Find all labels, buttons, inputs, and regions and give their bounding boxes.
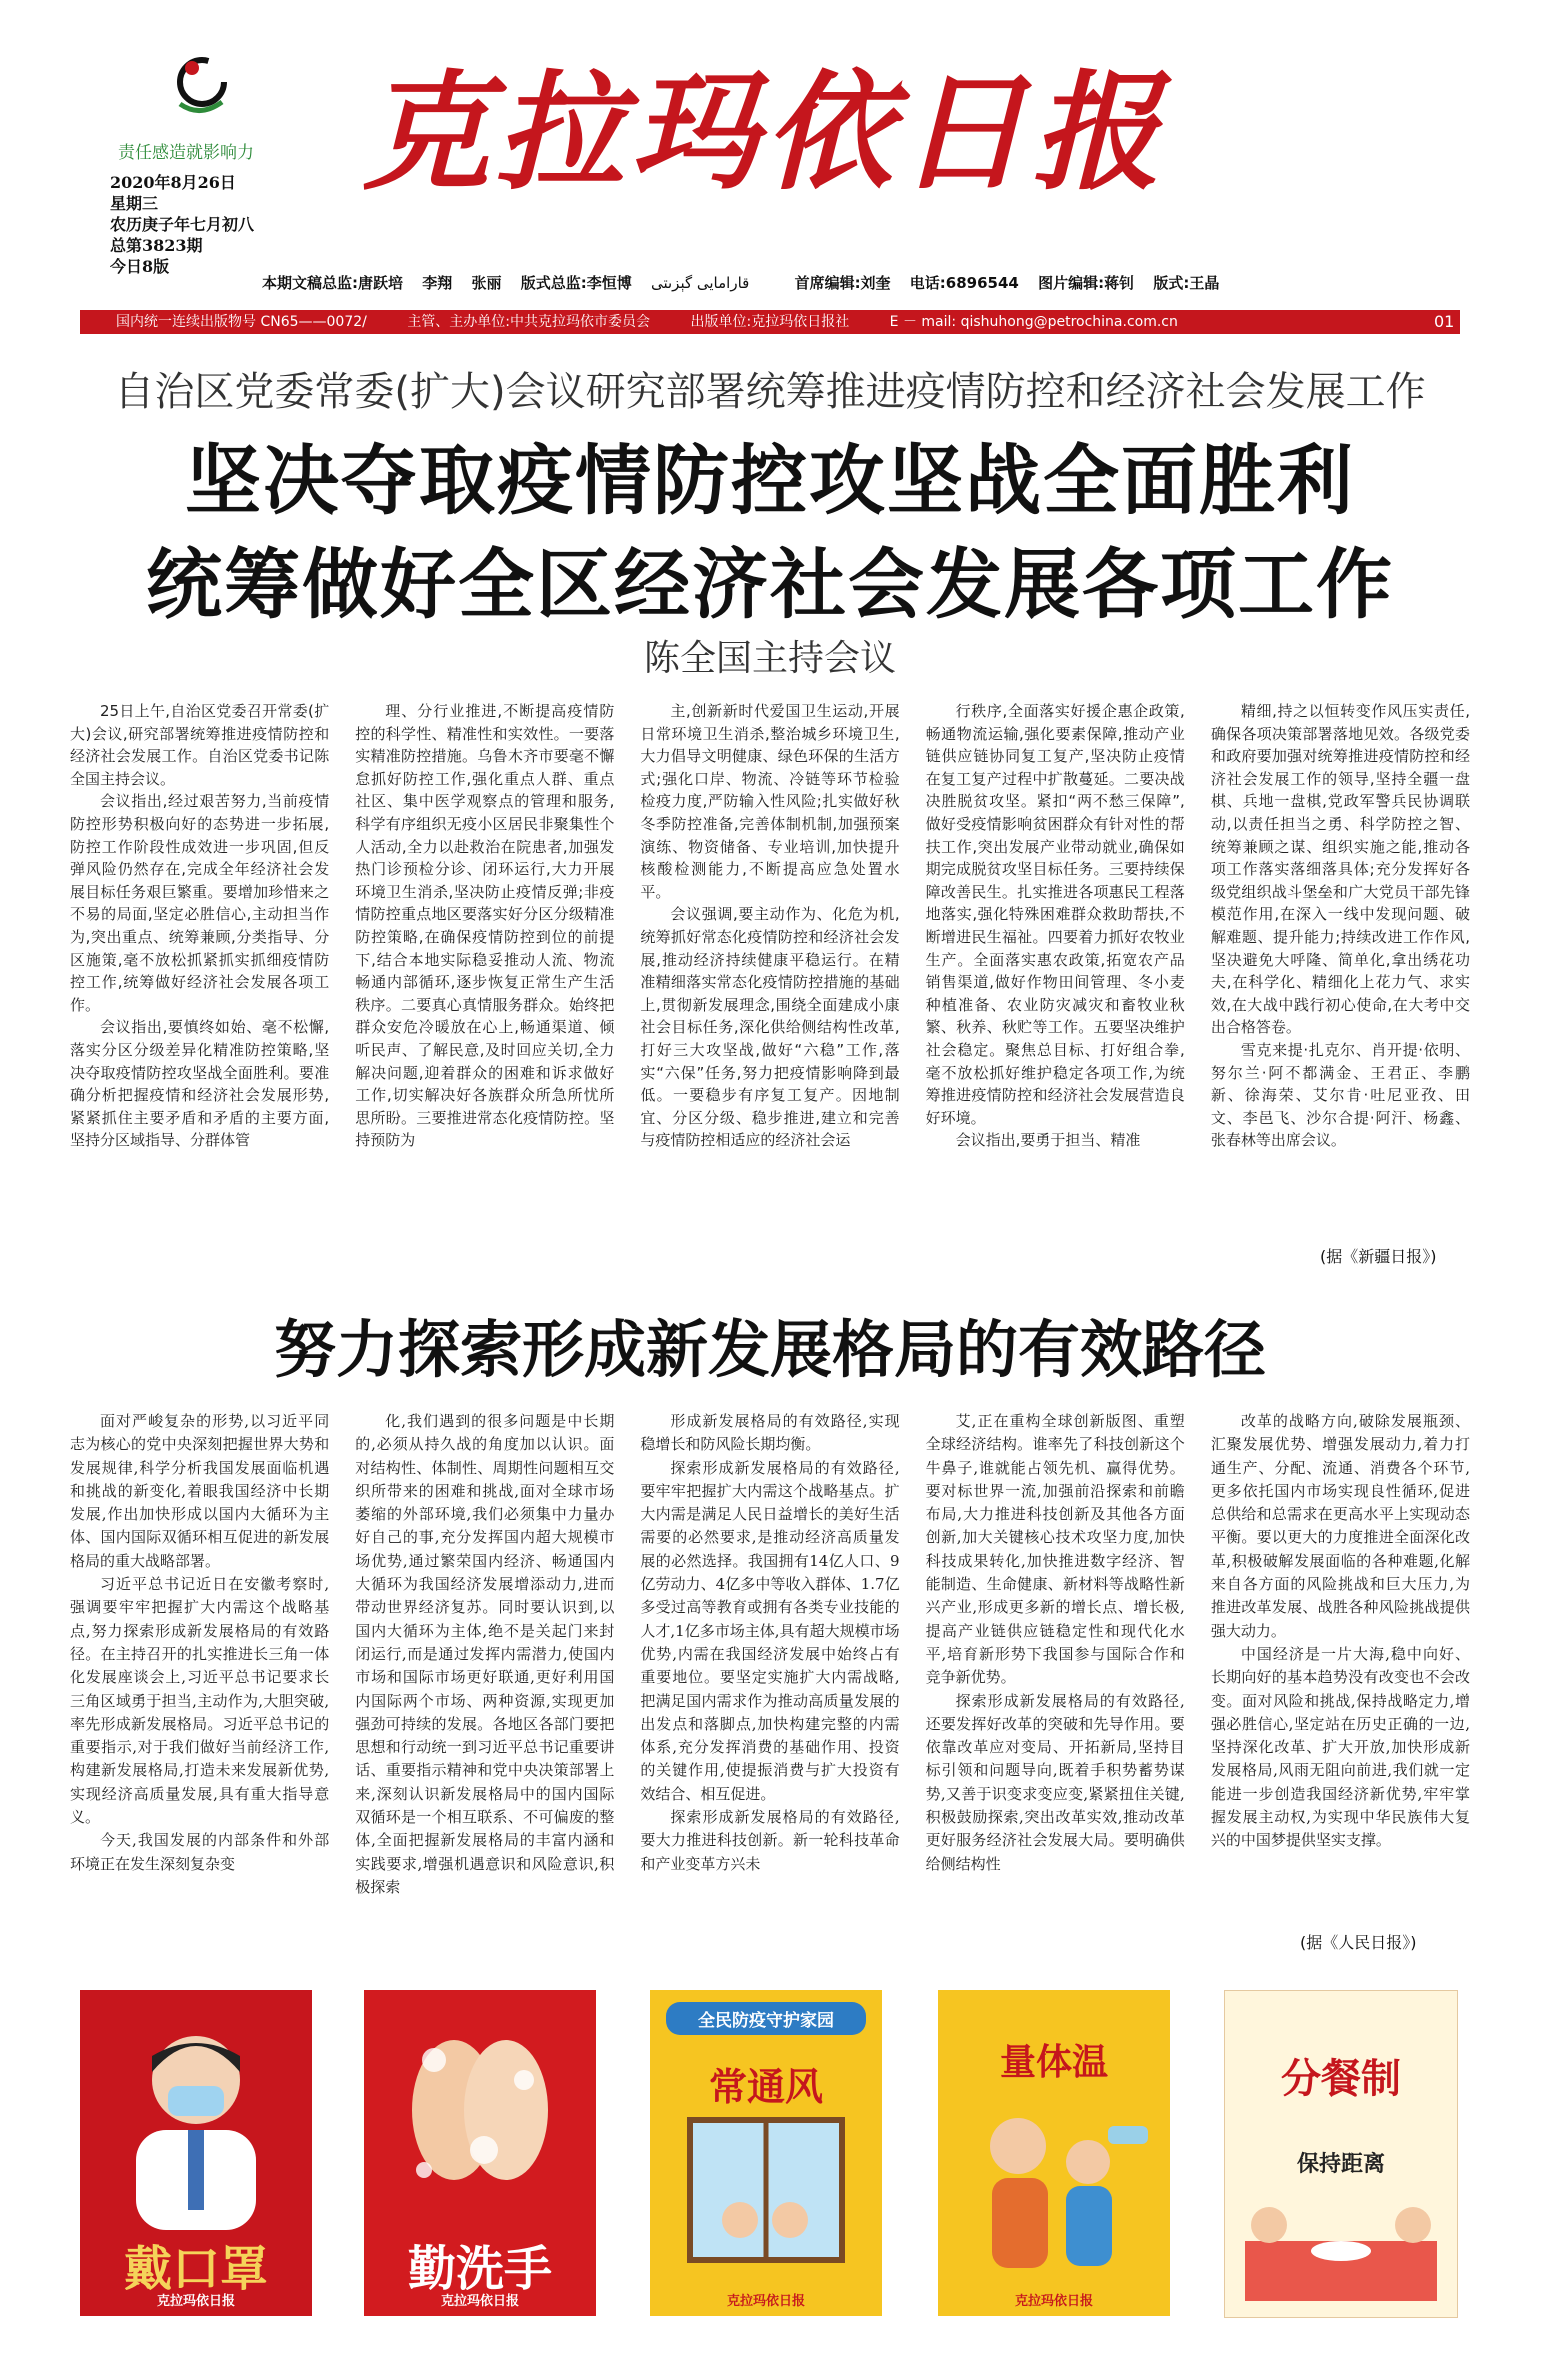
- text-column: [1211, 1410, 1470, 1950]
- uyghur-name: قارامايى گېزىتى: [650, 274, 750, 292]
- credit: 电话:6896544: [909, 274, 1019, 292]
- publication-info-bar: [80, 310, 1460, 334]
- poster-wear-mask: [80, 1990, 312, 2316]
- second-headline: 努力探索形成新发展格局的有效路径: [273, 1313, 1266, 1386]
- paragraph: 改革的战略方向,破除发展瓶颈、汇聚发展优势、增强发展动力,着力打通生产、分配、流通、消费各个环节,更多依托国内市场实现良性循环,促进总供给和总需求在更高水平上实现动态平衡。要以更大的力度推进全面深化改革,积极破解发展面临的各种难题,化解来自各方面的风险挑战和巨大压力,为推进改革发展、战胜各种风险挑战提供强大动力。: [1210, 1412, 1471, 1640]
- credit: 图片编辑:蒋钊: [1038, 274, 1135, 292]
- poster-ventilate: [650, 1990, 882, 2316]
- lead-headline-1: 坚决夺取疫情防控攻坚战全面胜利: [185, 436, 1355, 525]
- second-article-body: [70, 1410, 1470, 1950]
- paragraph: 雪克来提·扎克尔、肖开提·依明、努尔兰·阿不都满金、王君正、李鹏新、徐海荣、艾尔肯·吐尼亚孜、田文、李邑飞、沙尔合提·阿汗、杨鑫、张春林等出席会议。: [1210, 1040, 1471, 1150]
- text-column: [926, 1410, 1185, 1950]
- credit: 版式:王晶: [1153, 274, 1220, 292]
- paragraph: 精细,持之以恒转变作风压实责任,确保各项决策部署落地见效。各级党委和政府要加强对统筹推进疫情防控和经济社会发展工作的领导,坚持全疆一盘棋、兵地一盘棋,党政军警兵民协调联动,以责任担当之勇、科学防控之智、统筹兼顾之谋、组织实施之能,推动各项工作落实落细落具体;充分发挥好各级党组织战斗堡垒和广大党员干部先锋模范作用,在深入一线中发现问题、破解难题、提升能力;持续改进工作作风,坚决避免大呼隆、简单化,拿出绣花功夫,在科学化、精细化上花力气、求实效,在大战中践行初心使命,在大考中交出合格答卷。: [1210, 702, 1471, 1037]
- date-block: [110, 172, 270, 277]
- paragraph: 理、分行业推进,不断提高疫情防控的科学性、精准性和实效性。一要落实精准防控措施。乌鲁木齐市要毫不懈怠抓好防控工作,强化重点人群、重点社区、集中医学观察点的管理和服务,科学有序组织无疫小区居民非聚集性个人活动,全力以赴救治在院患者,加强发热门诊预检分诊、闭环运行,大力开展环境卫生消杀,坚决防止疫情反弹;非疫情防控重点地区要落实好分区分级精准防控策略,在确保疫情防控到位的前提下,结合本地实际稳妥推动人流、物流畅通内部循环,逐步恢复正常生产生活秩序。二要真心真情服务群众。始终把群众安危冷暖放在心上,畅通渠道、倾听民声、了解民意,及时回应关切,全力解决问题,迎着群众的困难和诉求做好工作,切实解决好各族群众所急所忧所思所盼。三要推进常态化疫情防控。坚持预防为: [355, 702, 615, 1150]
- paragraph: 中国经济是一片大海,稳中向好、长期向好的基本趋势没有改变也不会改变。面对风险和挑战,保持战略定力,增强必胜信心,坚定站在历史正确的一边,坚持深化改革、扩大开放,加快形成新发展格局,风雨无阻向前进,我们就一定能进一步创造我国经济新优势,牢牢掌握发展主动权,为实现中华民族伟大复兴的中国梦提供坚实支撑。: [1210, 1644, 1471, 1850]
- lunar-date: 农历庚子年七月初八: [110, 215, 255, 234]
- page-count: 今日8版: [110, 257, 170, 276]
- poster-title: 勤洗手: [407, 2241, 552, 2297]
- open-window-icon: [650, 2110, 882, 2290]
- text-column: [640, 700, 899, 1270]
- text-column: [640, 1410, 899, 1950]
- poster-footer: 克拉玛依日报: [440, 2294, 519, 2309]
- poster-title: 量体温: [999, 2042, 1108, 2083]
- credits-line: [262, 272, 1462, 293]
- paragraph: 主,创新新时代爱国卫生运动,开展日常环境卫生消杀,整治城乡环境卫生,大力倡导文明健康、绿色环保的生活方式;强化口岸、物流、冷链等环节检验检疫力度,严防输入性风险;扎实做好秋冬季防控准备,完善体制机制,加强预案演练、物资储备、专业培训,加快提升核酸检测能力,不断提高应急处置水平。: [640, 702, 900, 901]
- doctor-illustration-icon: [80, 2000, 312, 2230]
- poster-subtitle: 保持距离: [1296, 2152, 1385, 2177]
- lead-byline: 陈全国主持会议: [643, 638, 896, 679]
- washing-hands-icon: [364, 2000, 596, 2230]
- page-number: 01: [1434, 312, 1455, 331]
- poster-footer: 克拉玛依日报: [156, 2294, 235, 2309]
- paragraph: 形成新发展格局的有效路径,实现稳增长和防风险长期均衡。: [640, 1412, 900, 1454]
- paragraph: 会议指出,要勇于担当、精准: [955, 1131, 1141, 1150]
- email: E － mail: qishuhong@petrochina.com.cn: [889, 314, 1178, 330]
- paragraph: 会议指出,经过艰苦努力,当前疫情防控形势积极向好的态势进一步拓展,防控工作阶段性成效进一步巩固,但反弹风险仍然存在,完成全年经济社会发展目标任务艰巨繁重。要增加珍惜来之不易的局面,坚定必胜信心,主动担当作为,突出重点、统筹兼顾,分类指导、分区施策,毫不放松抓紧抓实抓细疫情防控工作,统筹做好经济社会发展各项工作。: [70, 792, 330, 1014]
- dining-table-icon: [1225, 2191, 1457, 2311]
- poster-take-temperature: [938, 1990, 1170, 2316]
- paper-name: 克拉玛依日报: [362, 58, 1167, 208]
- credit: 版式总监:李恒博: [520, 274, 632, 292]
- paragraph: 探索形成新发展格局的有效路径,要牢牢把握扩大内需这个战略基点。扩大内需是满足人民日益增长的美好生活需要的必然要求,是推动经济高质量发展的必然选择。我国拥有14亿人口、9亿劳动力、4亿多中等收入群体、1.7亿多受过高等教育或拥有各类专业技能的人才,1亿多市场主体,具有超大规模市场优势,内需在我国经济发展中始终占有重要地位。要坚定实施扩大内需战略,把满足国内需求作为推动高质量发展的出发点和落脚点,加快构建完整的内需体系,充分发挥消费的基础作用、投资的关键作用,使提振消费与扩大投资有效结合、相互促进。: [640, 1458, 900, 1803]
- publisher: 出版单位:克拉玛依日报社: [690, 314, 850, 330]
- poster-separate-dining: [1224, 1990, 1458, 2318]
- lead-kicker: 自治区党委常委(扩大)会议研究部署统筹推进疫情防控和经济社会发展工作: [114, 369, 1426, 415]
- text-column: [70, 700, 329, 1270]
- text-column: [70, 1410, 329, 1950]
- poster-title: 常通风: [708, 2065, 823, 2109]
- newspaper-logo: [150, 52, 250, 122]
- text-column: [926, 700, 1185, 1270]
- credit: 本期文稿总监:唐跃培: [262, 274, 403, 292]
- paragraph: 艾,正在重构全球创新版图、重塑全球经济结构。谁率先了科技创新这个牛鼻子,谁就能占领先机、赢得优势。要对标世界一流,加强前沿探索和前瞻布局,大力推进科技创新及其他各方面创新,加大关键核心技术攻坚力度,加快科技成果转化,加快推进数字经济、智能制造、生命健康、新材料等战略性新兴产业,形成更多新的增长点、增长极,提高产业链供应链稳定性和现代化水平,培育新形势下我国参与国际合作和竞争新优势。: [925, 1412, 1185, 1687]
- thermometer-family-icon: [938, 2086, 1170, 2286]
- credit: 李翔: [422, 274, 453, 292]
- text-column: [355, 1410, 614, 1950]
- publication-number: 国内统一连续出版物号 CN65——0072/: [116, 314, 367, 330]
- lead-article-body: [70, 700, 1470, 1270]
- poster-footer: 克拉玛依日报: [1014, 2294, 1093, 2309]
- paragraph: 化,我们遇到的很多问题是中长期的,必须从持久战的角度加以认识。面对结构性、体制性、周期性问题相互交织所带来的困难和挑战,面对全球市场萎缩的外部环境,我们必须集中力量办好自己的事,充分发挥国内超大规模市场优势,通过繁荣国内经济、畅通国内大循环为我国经济发展增添动力,进而带动世界经济复苏。同时要认识到,以国内大循环为主体,绝不是关起门来封闭运行,而是通过发挥内需潜力,使国内市场和国际市场更好联通,更好利用国内国际两个市场、两种资源,实现更加强劲可持续的发展。各地区各部门要把思想和行动统一到习近平总书记重要讲话、重要指示精神和党中央决策部署上来,深刻认识新发展格局中的国内国际双循环是一个相互联系、不可偏废的整体,全面把握新发展格局的丰富内涵和实践要求,增强机遇意识和风险意识,积极探索: [355, 1412, 615, 1896]
- poster-banner: 全民防疫守护家园: [666, 2002, 866, 2035]
- slogan: 责任感造就影响力: [118, 143, 254, 163]
- lead-headline-2: 统筹做好全区经济社会发展各项工作: [146, 540, 1394, 629]
- weekday: 星期三: [110, 194, 159, 213]
- paragraph: 25日上午,自治区党委召开常委(扩大)会议,研究部署统筹推进疫情防控和经济社会发展工作。自治区党委书记陈全国主持会议。: [70, 702, 330, 788]
- paragraph: 会议指出,要慎终如始、毫不松懈,落实分区分级差异化精准防控策略,坚决夺取疫情防控攻坚战全面胜利。要准确分析把握疫情和经济社会发展形势,紧紧抓住主要矛盾和矛盾的主要方面,坚持分区域指导、分群体管: [70, 1018, 330, 1150]
- text-column: [1211, 700, 1470, 1270]
- paragraph: 习近平总书记近日在安徽考察时,强调要牢牢把握扩大内需这个战略基点,努力探索形成新发展格局的有效路径。在主持召开的扎实推进长三角一体化发展座谈会上,习近平总书记要求长三角区域勇于担当,主动作为,大胆突破,率先形成新发展格局。习近平总书记的重要指示,对于我们做好当前经济工作,构建新发展格局,打造未来发展新优势,实现经济高质量发展,具有重大指导意义。: [70, 1575, 330, 1827]
- paragraph: 面对严峻复杂的形势,以习近平同志为核心的党中央深刻把握世界大势和发展规律,科学分析我国发展面临机遇和挑战的新变化,着眼我国经济中长期发展,作出加快形成以国内大循环为主体、国内国际双循环相互促进的新发展格局的重大战略部署。: [70, 1412, 330, 1570]
- text-column: [355, 700, 614, 1270]
- poster-title: 分餐制: [1281, 2056, 1401, 2102]
- second-source: (据《人民日报》): [1300, 1933, 1417, 1952]
- publisher-organ: 主管、主办单位:中共克拉玛依市委员会: [407, 314, 651, 330]
- paragraph: 今天,我国发展的内部条件和外部环境正在发生深刻复杂变: [70, 1831, 330, 1873]
- poster-title: 戴口罩: [123, 2241, 268, 2297]
- paragraph: 行秩序,全面落实好援企惠企政策,畅通物流运输,强化要素保障,推动产业链供应链协同复工复产,坚决防止疫情在复工复产过程中扩散蔓延。二要决战决胜脱贫攻坚。紧扣“两不愁三保障”,做好受疫情影响贫困群众有针对性的帮扶工作,突出发展产业带动就业,确保如期完成脱贫攻坚目标任务。三要持续保障改善民生。扎实推进各项惠民工程落地落实,强化特殊困难群众救助帮扶,不断增进民生福祉。四要着力抓好农牧业生产。全面落实惠农政策,拓宽农产品销售渠道,做好作物田间管理、冬小麦种植准备、农业防灾减灾和畜牧业秋繁、秋养、秋贮等工作。五要坚决维护社会稳定。聚焦总目标、打好组合拳,毫不放松抓好维护稳定各项工作,为统筹推进疫情防控和经济社会发展营造良好环境。: [925, 702, 1185, 1127]
- credit: 首席编辑:刘奎: [794, 274, 891, 292]
- issue-number: 总第3823期: [110, 236, 203, 255]
- poster-wash-hands: [364, 1990, 596, 2316]
- paragraph: 会议强调,要主动作为、化危为机,统筹抓好常态化疫情防控和经济社会发展,推动经济持续健康平稳运行。在精准精细落实常态化疫情防控措施的基础上,贯彻新发展理念,围绕全面建成小康社会目标任务,深化供给侧结构性改革,打好三大攻坚战,做好“六稳”工作,落实“六保”任务,努力把疫情影响降到最低。一要稳步有序复工复产。因地制宜、分区分级、稳步推进,建立和完善与疫情防控相适应的经济社会运: [640, 905, 900, 1150]
- poster-footer: 克拉玛依日报: [726, 2294, 805, 2309]
- lead-source: (据《新疆日报》): [1320, 1247, 1437, 1266]
- date: 2020年8月26日: [110, 173, 236, 192]
- paragraph: 探索形成新发展格局的有效路径,要大力推进科技创新。新一轮科技革命和产业变革方兴未: [640, 1808, 900, 1873]
- credit: 张丽: [471, 274, 502, 292]
- paragraph: 探索形成新发展格局的有效路径,还要发挥好改革的突破和先导作用。要依靠改革应对变局、开拓新局,坚持目标引领和问题导向,既着手积势蓄势谋势,又善于识变求变应变,紧紧扭住关键,积极鼓励探索,突出改革实效,推动改革更好服务经济社会发展大局。要明确供给侧结构性: [925, 1691, 1185, 1873]
